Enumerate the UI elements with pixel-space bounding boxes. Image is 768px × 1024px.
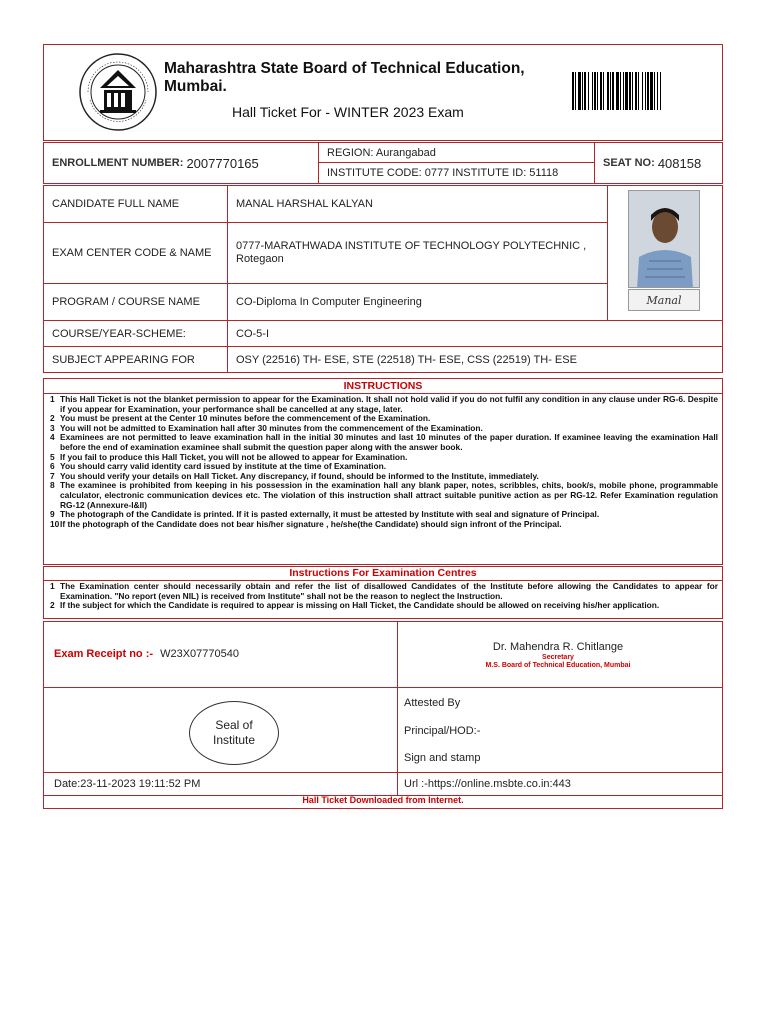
candidate-name-value: MANAL HARSHAL KALYAN xyxy=(236,198,373,210)
region-text: REGION: Aurangabad xyxy=(327,146,436,159)
program-value-cell xyxy=(227,283,608,321)
course-year-value-cell xyxy=(227,320,723,347)
msbte-logo xyxy=(78,50,158,135)
download-date: Date:23-11-2023 19:11:52 PM xyxy=(54,778,201,790)
principal-hod: Principal/HOD:- xyxy=(404,725,481,737)
institute-cell xyxy=(318,162,595,184)
list-item-number: 1 xyxy=(50,581,55,591)
list-item-text: The examinee is prohibited from keeping in his possession in the examination hall any blank paper, notes, scribbles, chits, book/s, mobile phone, programmable calculator, electronic communication devices etc. The violation of this instruction shall attract suitable punitive action as per RG-12. Refer Examination regulation RG-12 (Annexure-I&II) xyxy=(60,480,718,510)
course-year-label-cell xyxy=(43,320,228,347)
list-item-text: You will not be admitted to Examination hall after 30 minutes from the commencement of the Examination. xyxy=(60,422,483,433)
candidate-name-label: CANDIDATE FULL NAME xyxy=(52,198,180,210)
exam-center-value: 0777-MARATHWADA INSTITUTE OF TECHNOLOGY POLYTECHNIC , Rotegaon xyxy=(236,240,587,265)
list-item-number: 6 xyxy=(50,461,55,472)
instructions-heading: INSTRUCTIONS xyxy=(343,380,423,392)
list-item xyxy=(44,520,722,530)
seal-text: Seal of Institute xyxy=(212,718,256,747)
secretary-org: M.S. Board of Technical Education, Mumbai xyxy=(485,662,631,669)
subject-value-cell xyxy=(227,346,723,373)
list-item-number: 10 xyxy=(50,518,60,529)
seal-circle xyxy=(189,701,279,765)
region-cell xyxy=(318,142,595,163)
barcode-bar xyxy=(661,72,662,110)
seat-label: SEAT NO: xyxy=(603,157,655,169)
signature-box xyxy=(628,289,700,311)
exam-receipt xyxy=(54,648,239,660)
list-item xyxy=(44,601,722,611)
list-item-text: You must be present at the Center 10 minutes before the commencement of the Examination. xyxy=(60,413,431,424)
candidate-photo xyxy=(628,190,700,288)
list-item-text: You should carry valid identity card issued by institute at the time of Examination. xyxy=(60,461,387,472)
list-item-text: Examinees are not permitted to leave examination hall in the initial 30 minutes and last 10 minutes of the paper duration. If examinee leaving the examination Hall before the end of examination examinee shall submit the question paper along with the answer book. xyxy=(60,432,718,452)
list-item-number: 2 xyxy=(50,413,55,424)
list-item-number: 7 xyxy=(50,470,55,481)
candidate-signature: Manal xyxy=(646,293,682,307)
logo-emblem-icon xyxy=(78,50,158,135)
exam-center-label: EXAM CENTER CODE & NAME xyxy=(52,247,212,259)
board-name: Maharashtra State Board of Technical Education, Mumbai. xyxy=(164,60,525,95)
receipt-label: Exam Receipt no :- xyxy=(54,648,154,660)
barcode-icon xyxy=(572,72,718,110)
secretary-title: Secretary xyxy=(542,654,574,661)
ticket-title: Hall Ticket For - WINTER 2023 Exam xyxy=(232,104,464,120)
candidate-name-label-cell xyxy=(43,185,228,223)
list-item-number: 1 xyxy=(50,394,55,404)
institute-text: INSTITUTE CODE: 0777 INSTITUTE ID: 51118 xyxy=(327,167,559,179)
attested-by: Attested By xyxy=(404,697,461,709)
receipt-value: W23X07770540 xyxy=(160,648,239,660)
centre-instructions-list xyxy=(44,582,722,611)
subject-label: SUBJECT APPEARING FOR xyxy=(52,353,195,366)
list-item xyxy=(44,433,722,452)
enrollment-label: ENROLLMENT NUMBER: xyxy=(52,157,184,169)
candidate-name-value-cell xyxy=(227,185,608,223)
list-item-text: The Examination center should necessarily obtain and refer the list of disallowed Candidates of the Institute before allowing the Candidates to appear for Examination. "No report (even NIL) is received from Institute" shall not be the reason to neglect the Instruction. xyxy=(60,581,718,601)
list-item-number: 3 xyxy=(50,422,55,433)
list-item-text: If you fail to produce this Hall Ticket, you will not be allowed to appear for Examination. xyxy=(60,451,408,462)
course-year-value: CO-5-I xyxy=(236,327,269,340)
list-item xyxy=(44,582,722,601)
secretary-name: Dr. Mahendra R. Chitlange xyxy=(492,641,624,653)
list-item-text: You should verify your details on Hall Ticket. Any discrepancy, if found, should be informed to the Institute, immediately. xyxy=(60,470,539,481)
list-item-number: 2 xyxy=(50,600,55,611)
subject-label-cell xyxy=(43,346,228,373)
person-photo-icon xyxy=(629,191,700,288)
list-item-text: If the subject for which the Candidate is required to appear is missing on Hall Ticket, the Candidate should be allowed on receiving his/her application. xyxy=(60,600,660,611)
exam-center-value-cell xyxy=(227,222,608,284)
list-item-number: 9 xyxy=(50,509,55,520)
subject-value: OSY (22516) TH- ESE, STE (22518) TH- ESE, CSS (22519) TH- ESE xyxy=(236,353,577,366)
list-item-number: 8 xyxy=(50,480,55,491)
centre-instructions-heading: Instructions For Examination Centres xyxy=(289,567,477,579)
enrollment-value: 2007770165 xyxy=(186,155,259,171)
download-url: Url :-https://online.msbte.co.in:443 xyxy=(404,778,571,790)
list-item-number: 4 xyxy=(50,432,55,443)
seat-value: 408158 xyxy=(657,155,702,171)
enrollment-cell xyxy=(43,142,319,184)
list-item-text: If the photograph of the Candidate does not bear his/her signature , he/she(the Candidate) should sign infront of the Principal. xyxy=(60,518,562,529)
program-label-cell xyxy=(43,283,228,321)
seat-cell xyxy=(594,142,723,184)
sign-and-stamp: Sign and stamp xyxy=(404,752,481,764)
program-label: PROGRAM / COURSE NAME xyxy=(52,296,200,308)
program-value: CO-Diploma In Computer Engineering xyxy=(236,296,422,308)
footer-rule-1 xyxy=(43,687,723,688)
course-year-label: COURSE/YEAR-SCHEME: xyxy=(52,327,186,340)
list-item-text: This Hall Ticket is not the blanket permission to appear for the Examination. It shall not hold valid if you do not fulfil any condition in any clause under RG-6. Despite if you appear for Examination, your performance shall be cancelled at any stage, later. xyxy=(60,394,718,414)
list-item xyxy=(44,395,722,414)
list-item-number: 5 xyxy=(50,451,55,462)
downloaded-note: Hall Ticket Downloaded from Internet. xyxy=(302,795,464,805)
exam-center-label-cell xyxy=(43,222,228,284)
footer-rule-2 xyxy=(43,772,723,773)
list-item-text: The photograph of the Candidate is printed. If it is pasted externally, it must be attested by Institute with seal and signature of Principal. xyxy=(60,509,600,520)
instructions-list xyxy=(44,395,722,529)
list-item xyxy=(44,481,722,510)
